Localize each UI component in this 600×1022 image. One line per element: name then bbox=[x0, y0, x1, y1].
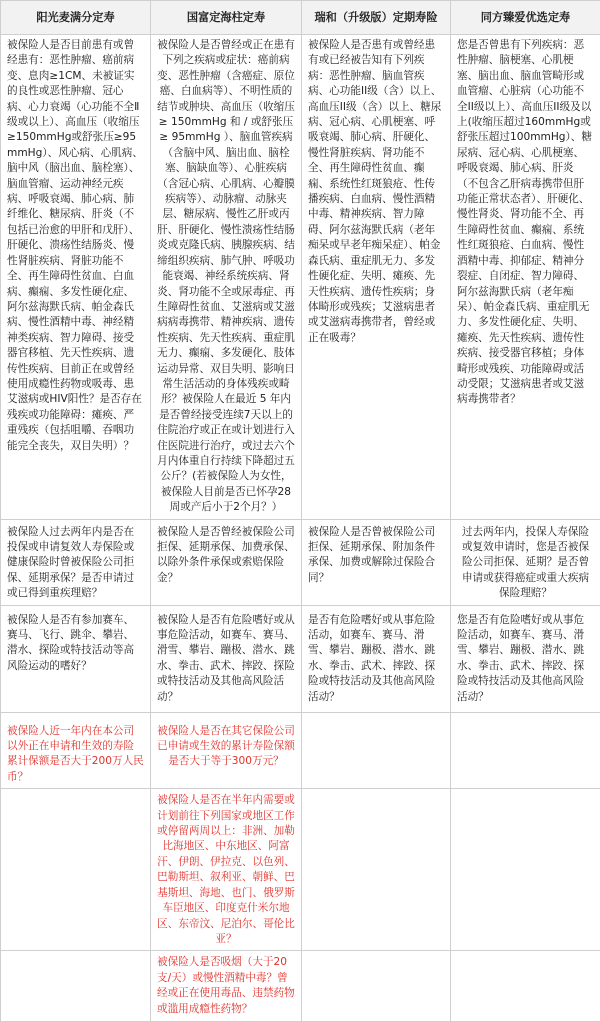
cell-hobby-tongfang: 您是否有危险嗜好或从事危险活动，如赛车、赛马、滑雪、攀岩、蹦极、潜水、跳水、拳击、武术、摔跤、探险或特技活动及其他高风险活动？ bbox=[451, 605, 600, 712]
cell-health-guofu: 被保险人是否曾经或正在患有下列之疾病或症状：癌前病变、恶性肿瘤（含癌症、原位癌、白血病等）、不明性质的结节或肿块、高血压（收缩压≥ 150mmHg 和 / 或舒张压≥ 95mmHg ）、脑血管疾病（含脑中风、脑出血、脑栓塞、脑缺血等）、心脏疾病（含冠心病、心肌病、心瓣膜疾病等）、动脉瘤、动脉夹层、糖尿病、慢性乙肝或丙肝、肝硬化、慢性溃疡性结肠炎或克隆氏病、胰腺疾病、结缔组织疾病、肺气肿、呼吸功能衰竭、神经系统疾病、肾炎、肾功能不全或尿毒症、再生障碍性贫血、艾滋病或艾滋病病毒携带、精神疾病、遗传性疾病、先天性疾病、重症肌无力、癫痫、多发硬化、肢体运动异常、双目失明、影响日常生活活动的身体残疾或畸形？被保险人在最近 5 年内是否曾经接受连续7天以上的住院治疗或正在或计划进行入住医院进行治疗，或过去六个月内体重自行持续下降超过五公斤？(若被保险人为女性，被保险人目前是否已怀孕28周或产后小于2个月？） bbox=[151, 35, 302, 520]
table-row-smoking bbox=[1, 951, 600, 1022]
cell-history-yangguang: 被保险人过去两年内是否在投保或申请复效人寿保险或健康保险时曾被保险公司拒保、延期承保？是否申请过或已得到重疾理赔？ bbox=[1, 519, 151, 605]
column-header-guofu: 国富定海柱定寿 bbox=[151, 1, 302, 35]
table-row-hobby bbox=[1, 605, 600, 712]
header-row bbox=[1, 1, 600, 35]
cell-hobby-guofu: 被保险人是否有危险嗜好或从事危险活动，如赛车、赛马、滑雪、攀岩、蹦极、潜水、跳水、拳击、武术、摔跤、探险或特技活动及其他高风险活动？ bbox=[151, 605, 302, 712]
table-row-coverage bbox=[1, 712, 600, 789]
cell-smoking-yangguang bbox=[1, 951, 151, 1022]
cell-travel-ruihe bbox=[302, 789, 451, 951]
cell-health-yangguang: 被保险人是否目前患有或曾经患有：恶性肿瘤、癌前病变、息肉≥1CM、未被证实的良性或恶性肿瘤、冠心病、心力衰竭（心功能不全Ⅱ级或以上）、高血压（收缩压≥150mmHg或舒张压≥95mmHg）、风心病、心肌病、脑中风（脑出血、脑栓塞）、脑血管瘤、运动神经元疾病、呼吸衰竭、肺心病、肺纤维化、糖尿病、肝炎（不包括已治愈的甲肝和戊肝）、肝硬化、溃疡性结肠炎、慢性肾脏疾病、肾脏功能不全、再生障碍性贫血、白血病、癫痫、多发性硬化症、阿尔兹海默氏病、帕金森氏病、慢性酒精中毒、神经精神类疾病、智力障碍、接受器官移植、先天性疾病、遗传性疾病、目前正在或曾经使用成瘾性药物或吸毒、患艾滋病或HIV阳性？是否存在残疾或功能障碍：瘫痪、严重残疾（包括咀嚼、吞咽功能完全丧失，双目失明）？ bbox=[1, 35, 151, 520]
cell-history-tongfang: 过去两年内，投保人寿保险或复效申请时，您是否被保险公司拒保、延期？是否曾申请或获得癌症或重大疾病保险理赔？ bbox=[451, 519, 600, 605]
cell-health-tongfang: 您是否曾患有下列疾病：恶性肿瘤、脑梗塞、心肌梗塞、脑出血、脑血管畸形或血管瘤、心脏病（心功能不全II级以上）、高血压II级及以上(收缩压超过160mmHg或舒张压超过100mmHg）、糖尿病、冠心病、心肌梗塞、呼吸衰竭、肺心病、肝炎（不包含乙肝病毒携带但肝功能正常状态者）、肝硬化、慢性肾炎、肾功能不全、再生障碍性贫血、癫痫、系统性红斑狼疮、白血病、慢性酒精中毒、抑郁症、精神分裂症、自闭症、智力障碍、阿尔兹海默氏病（老年痴呆）、帕金森氏病、重症肌无力、多发性硬化症、失明、瘫痪、先天性疾病、遗传性疾病、接受器官移植；身体畸形或残疾、功能障碍或活动受限；艾滋病患者或艾滋病毒携带者？ bbox=[451, 35, 600, 520]
cell-coverage-guofu: 被保险人是否在其它保险公司已申请或生效的累计寿险保额是否大于等于300万元？ bbox=[151, 712, 302, 789]
cell-smoking-tongfang bbox=[451, 951, 600, 1022]
cell-travel-guofu: 被保险人是否在半年内需要或计划前往下列国家或地区工作或停留两周以上：非洲、加勒比海地区、中东地区、阿富汗、伊朗、伊拉克、以色列、巴勒斯坦、叙利亚、朝鲜、巴基斯坦、海地、也门、俄罗斯车臣地区、印度克什米尔地区、东帝汶、尼泊尔、哥伦比亚？ bbox=[151, 789, 302, 951]
cell-travel-yangguang bbox=[1, 789, 151, 951]
cell-health-ruihe: 被保险人是否患有或曾经患有或已经被告知有下列疾病：恶性肿瘤、脑血管疾病、心功能II级（含）以上、高血压II级（含）以上、糖尿病、冠心病、心肌梗塞、呼吸衰竭、肺心病、肝硬化、慢性肾脏疾病、肾功能不全、再生障碍性贫血、癫痫、系统性红斑狼疮、性传播疾病、白血病、慢性酒精中毒、精神疾病、智力障碍、阿尔兹海默氏病（老年痴呆或早老年痴呆症）、帕金森氏病、重症肌无力、多发性硬化症、失明、瘫痪、先天性疾病、遗传性疾病；身体畸形或残疾；艾滋病患者或艾滋病毒携带者，曾经或正在吸毒？ bbox=[302, 35, 451, 520]
table-row-travel bbox=[1, 789, 600, 951]
table-row-history bbox=[1, 519, 600, 605]
cell-history-ruihe: 被保险人是否曾被保险公司拒保、延期承保、附加条件承保、加费或解除过保险合同？ bbox=[302, 519, 451, 605]
cell-coverage-tongfang bbox=[451, 712, 600, 789]
column-header-ruihe: 瑞和（升级版）定期寿险 bbox=[302, 1, 451, 35]
table-row-health bbox=[1, 35, 600, 520]
cell-history-guofu: 被保险人是否曾经被保险公司拒保、延期承保、加费承保、以除外条件承保或索赔保险金？ bbox=[151, 519, 302, 605]
cell-hobby-ruihe: 是否有危险嗜好或从事危险活动，如赛车、赛马、滑雪、攀岩、蹦极、潜水、跳水、拳击、武术、摔跤、探险或特技活动及其他高风险活动？ bbox=[302, 605, 451, 712]
cell-smoking-guofu: 被保险人是否吸烟（大于20支/天）或慢性酒精中毒？曾经或正在使用毒品、违禁药物或滥用成瘾性药物？ bbox=[151, 951, 302, 1022]
column-header-yangguang: 阳光麦满分定寿 bbox=[1, 1, 151, 35]
column-header-tongfang: 同方臻爱优选定寿 bbox=[451, 1, 600, 35]
cell-coverage-ruihe bbox=[302, 712, 451, 789]
cell-hobby-yangguang: 被保险人是否有参加赛车、赛马、飞行、跳伞、攀岩、潜水、探险或特技活动等高风险运动的嗜好？ bbox=[1, 605, 151, 712]
cell-coverage-yangguang: 被保险人近一年内在本公司以外正在申请和生效的寿险累计保额是否大于200万人民币？ bbox=[1, 712, 151, 789]
cell-travel-tongfang bbox=[451, 789, 600, 951]
cell-smoking-ruihe bbox=[302, 951, 451, 1022]
